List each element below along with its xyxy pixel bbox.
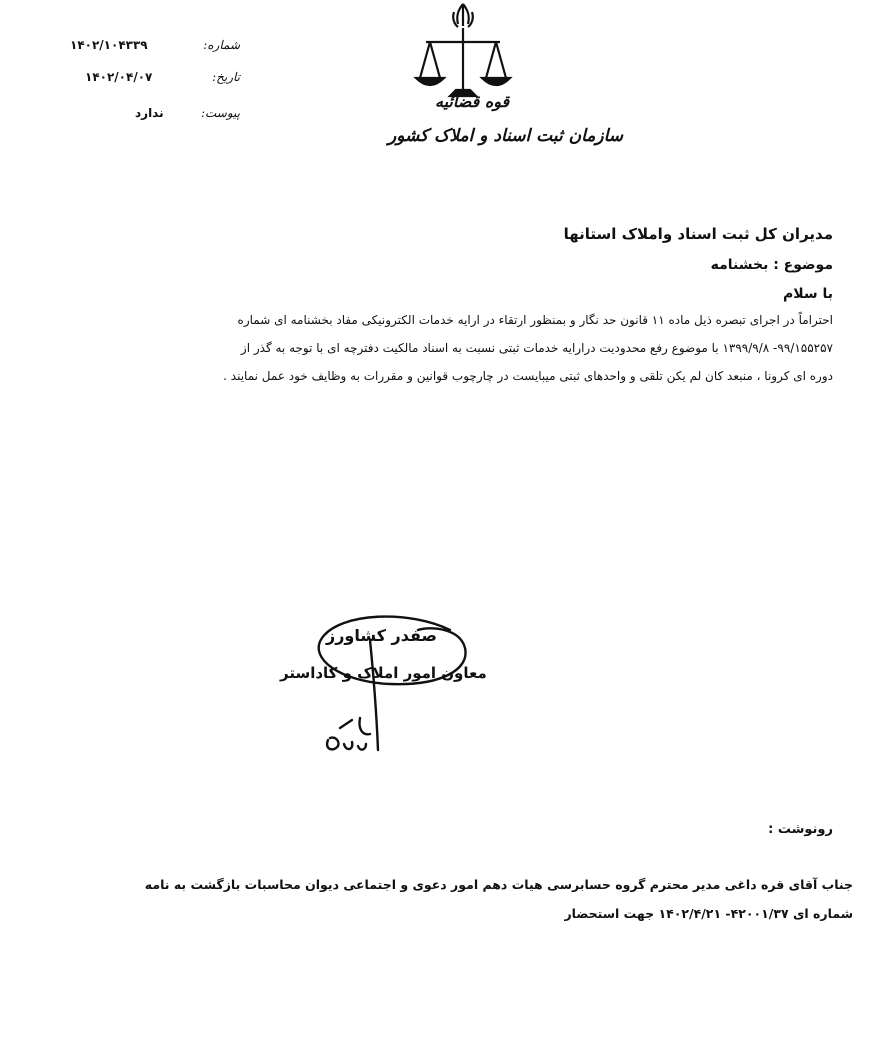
cc-block	[113, 870, 853, 928]
org-line-1: قوه قضائیه	[435, 92, 510, 111]
number-value: ۱۴۰۲/۱۰۴۳۳۹	[70, 38, 148, 52]
cc-line-1: جناب آقای قره داغی مدیر محترم گروه حسابرسی هیات دهم امور دعوی و اجتماعی دیوان محاسبات بازگشت به نامه	[144, 877, 853, 892]
attachment-value: ندارد	[135, 106, 164, 120]
date-row	[70, 70, 240, 84]
attachment-label: پیوست:	[200, 106, 240, 120]
number-label: شماره:	[203, 38, 240, 52]
body-paragraph	[133, 306, 833, 390]
cc-line-2: شماره ای ۴۲۰۰۱/۳۷- ۱۴۰۲/۴/۲۱ جهت استحضار	[564, 906, 853, 921]
body-line-3: دوره ای کرونا ، منبعد کان لم یکن تلقی و واحدهای ثبتی میبایست در چارچوب قوانین و مقررات به وظایف خود عمل نمایند .	[223, 369, 833, 383]
org-line-2: سازمان ثبت اسناد و املاک کشور	[388, 126, 624, 146]
subject: موضوع : بخشنامه	[710, 257, 833, 273]
signer-name: صفدر کشاورز	[326, 626, 437, 645]
greeting: با سلام	[782, 286, 833, 302]
recipient: مدیران کل ثبت اسناد واملاک استانها	[563, 225, 833, 243]
date-label: تاریخ:	[212, 70, 240, 84]
signer-title: معاون امور املاک و کاداستر	[280, 664, 487, 682]
body-line-2: ۹۹/۱۵۵۲۵۷- ۱۳۹۹/۹/۸ با موضوع رفع محدودیت درارایه خدمات ثبتی نسبت به اسناد مالکیت دفترچه ای با توجه به گذر از	[240, 341, 833, 355]
date-value: ۱۴۰۲/۰۴/۰۷	[85, 70, 153, 84]
body-line-1: احتراماً در اجرای تبصره ذیل ماده ۱۱ قانون حد نگار و بمنظور ارتقاء در ارایه خدمات الکترونیکی مفاد بخشنامه ای شماره	[237, 313, 833, 327]
cc-heading: رونوشت :	[768, 822, 833, 837]
number-row	[70, 38, 240, 52]
attachment-row	[70, 106, 240, 120]
